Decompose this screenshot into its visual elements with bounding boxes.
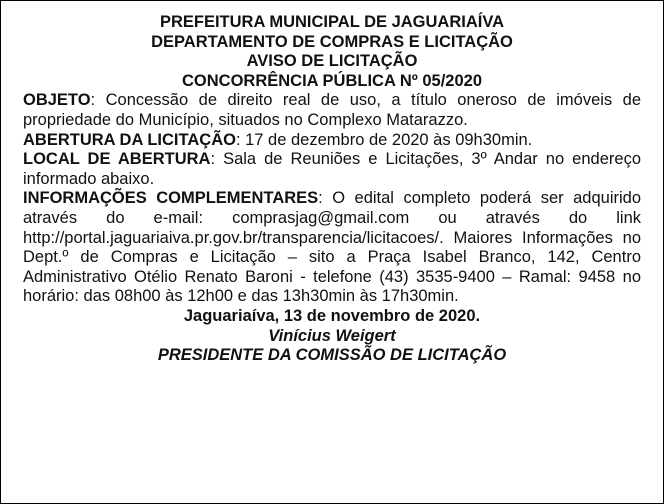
- informacoes-paragraph: [23, 189, 641, 307]
- abertura-text: : 17 de dezembro de 2020 às 09h30min.: [235, 130, 533, 149]
- tender-number: CONCORRÊNCIA PÚBLICA Nº 05/2020: [181, 71, 483, 90]
- notice-title: AVISO DE LICITAÇÃO: [246, 52, 418, 71]
- place-date: Jaguariaíva, 13 de novembro de 2020.: [183, 306, 481, 325]
- objeto-label: OBJETO: [23, 91, 91, 110]
- local-paragraph: [23, 150, 641, 189]
- municipality-title: PREFEITURA MUNICIPAL DE JAGUARIAÍVA: [159, 13, 505, 31]
- local-text: : Sala de Reuniões e Licitações, 3º Andar no endereço informado abaixo.: [23, 150, 641, 188]
- objeto-text: : Concessão de direito real de uso, a título oneroso de imóveis de propriedade do Município, situados no Complexo Matarazzo.: [23, 91, 641, 129]
- notice-header: [23, 13, 641, 91]
- department-title: DEPARTAMENTO DE COMPRAS E LICITAÇÃO: [151, 32, 513, 51]
- local-label: LOCAL DE ABERTURA: [23, 150, 211, 169]
- informacoes-label: INFORMAÇÕES COMPLEMENTARES: [23, 189, 319, 208]
- signatory-role: PRESIDENTE DA COMISSÃO DE LICITAÇÃO: [157, 346, 507, 365]
- signatory-name: Vinícius Weigert: [268, 326, 396, 345]
- objeto-paragraph: [23, 91, 641, 130]
- signature-block: [23, 307, 641, 366]
- abertura-label: ABERTURA DA LICITAÇÃO: [23, 130, 236, 149]
- informacoes-text: : O edital completo poderá ser adquirido através do e-mail: comprasjag@gmail.com ou através do link http://portal.jaguariaiva.pr.gov.br/transparencia/licitacoes/. Maiores Informações no Dept.º de Compras e Licitação – sito a Praça Isabel Branco, 142, Centro Administrativo Otélio Renato Baroni - telefone (43) 3535-9400 – Ramal: 9458 no horário: das 08h00 às 12h00 e das 13h30min às 17h30min.: [23, 189, 641, 306]
- abertura-paragraph: [23, 131, 641, 151]
